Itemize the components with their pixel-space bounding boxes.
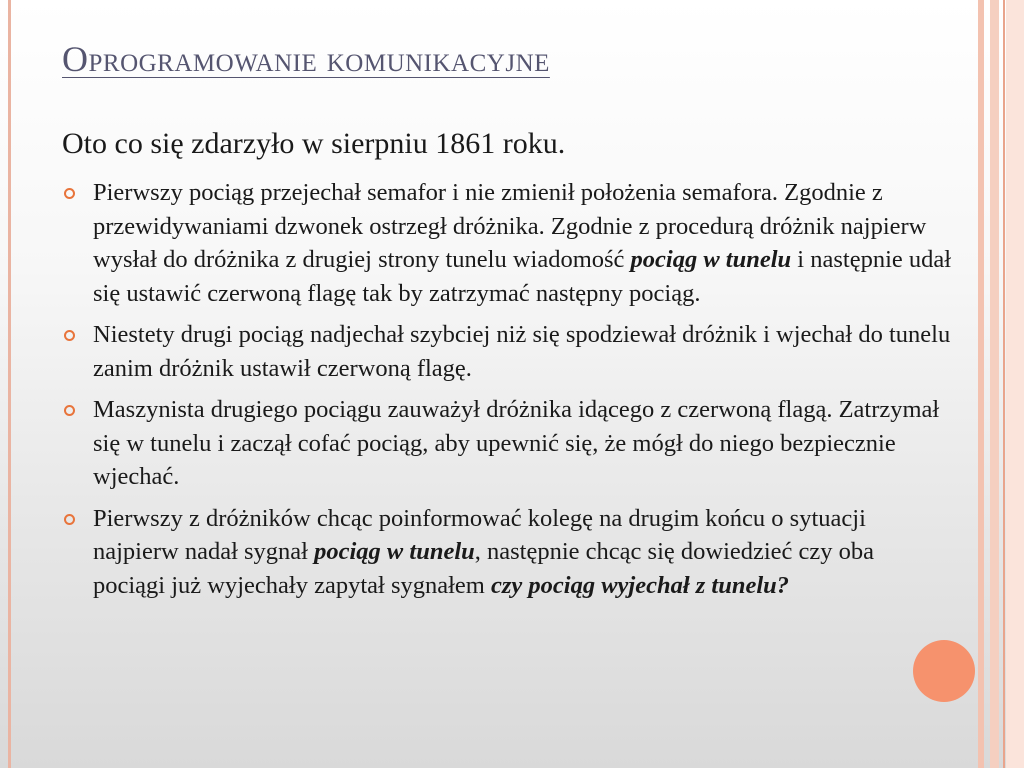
bullet-text: Niestety drugi pociąg nadjechał szybciej niż się spodziewał dróżnik i wjechał do tunelu zanim dróżnik ustawił czerwoną flagę. (93, 321, 951, 382)
right-decor-line (1003, 0, 1005, 768)
bullet-circle-icon (64, 330, 75, 341)
bullet-text (93, 176, 952, 310)
bullet-text: Maszynista drugiego pociągu zauważył dróżnika idącego z czerwoną flagą. Zatrzymał się w tunelu i zaczął cofać pociąg, aby upewnić się, że mógł do niego bezpiecznie wjechać. (93, 396, 940, 490)
bullet-text-part: i następnie udał się ustawić czerwoną flagę tak by zatrzymać następny pociąg. (93, 246, 952, 307)
bullet-text-part: Pierwszy pociąg przejechał semafor i nie zmienił położenia semafora. Zgodnie z przewidywaniami dzwonek ostrzegł dróżnika. Zgodnie z procedurą dróżnik najpierw wysłał do dróżnika z drugiej strony tunelu wiadomość (93, 179, 927, 273)
bullet-text-part: , następnie chcąc się dowiedzieć czy oba pociągi już wyjechały zapytał sygnałem (93, 538, 875, 599)
bullet-circle-icon (64, 188, 75, 199)
bullet-text (93, 502, 952, 603)
bullet-emphasis: pociąg w tunelu (630, 246, 792, 273)
slide-title: Oprogramowanie komunikacyjne (62, 39, 550, 79)
bullet-item (62, 318, 952, 385)
left-border-line (8, 0, 11, 768)
bullet-emphasis: czy pociąg wyjechał z tunelu? (490, 571, 790, 599)
bullet-item (62, 176, 952, 310)
bullet-circle-icon (64, 405, 75, 416)
bullet-list (62, 176, 952, 610)
bullet-text-part: Pierwszy z dróżników chcąc poinformować kolegę na drugim końcu o sytuacji najpierw nadał sygnał (93, 504, 866, 565)
right-decor-stripe (990, 0, 999, 768)
bullet-item (62, 393, 952, 494)
bullet-emphasis: pociąg w tunelu (314, 538, 475, 565)
right-decor-stripe (978, 0, 984, 768)
decorative-circle (913, 640, 975, 702)
bullet-item (62, 502, 952, 603)
bullet-circle-icon (64, 514, 75, 525)
slide-intro: Oto co się zdarzyło w sierpniu 1861 roku. (62, 127, 566, 160)
right-decor-stripe (1006, 0, 1024, 768)
